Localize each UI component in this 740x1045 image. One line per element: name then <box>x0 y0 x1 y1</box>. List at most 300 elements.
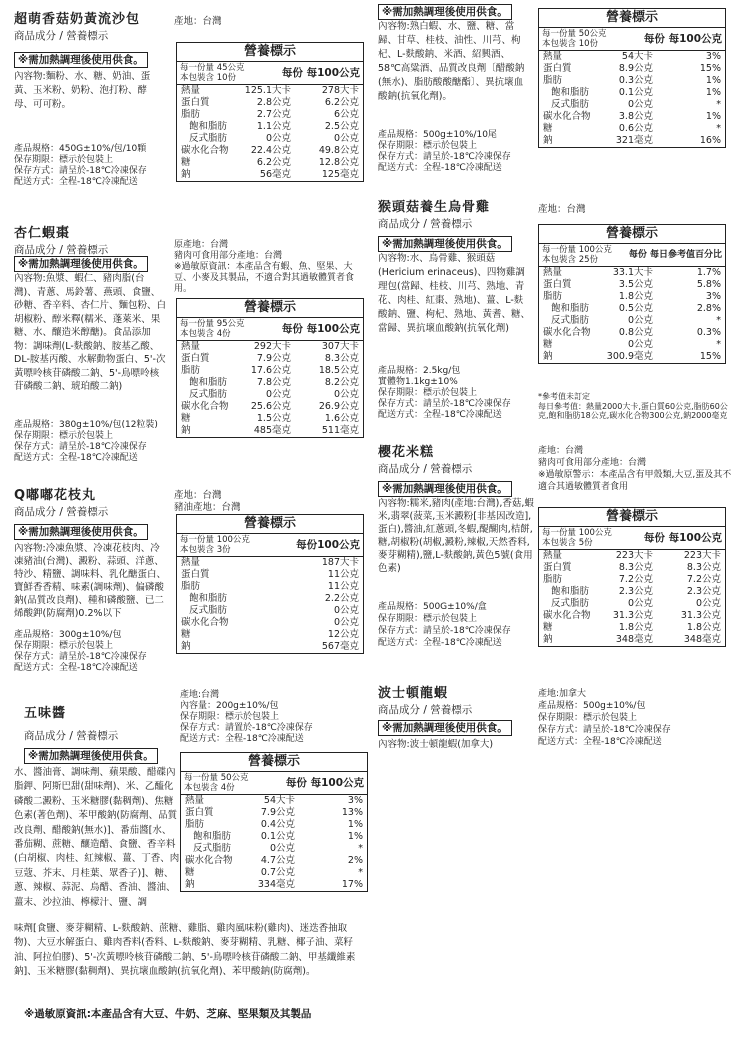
nutrient-label: 鈉 <box>543 135 553 146</box>
nutrition-table <box>176 514 364 654</box>
per-100g-value: 6.2公克 <box>324 97 359 108</box>
per-serving-value: 0.1公克 <box>618 87 653 98</box>
nutrition-row <box>177 425 363 437</box>
per-100g-value: 0公克 <box>695 598 721 609</box>
product-subtitle: 商品成分 / 營養標示 <box>378 218 473 230</box>
origin: 產地：台灣 豬肉可食用部分產地：台灣 ※過敏原警示：本產品含有甲殼類,大豆,蛋及其不適合其過敏體質者食用 <box>538 446 732 492</box>
nutrition-row <box>539 279 725 291</box>
per-serving-value: 56毫克 <box>259 169 291 180</box>
serving-info: 每一份量 100公克 本包裝含 5份 <box>542 528 612 548</box>
per-100g-value: 567毫克 <box>321 641 359 652</box>
product-card-five-flavor-sauce <box>14 690 364 1030</box>
nutrition-row <box>181 831 367 843</box>
per-100g-value: 26.9公克 <box>318 401 359 412</box>
nutrition-row <box>539 123 725 135</box>
nutrient-label: 蛋白質 <box>543 63 572 74</box>
nutrient-label: 飽和脂肪 <box>189 377 228 388</box>
per-serving-value <box>239 557 291 569</box>
nutrition-row <box>177 133 363 145</box>
per-serving-value <box>239 593 291 605</box>
nutrient-label: 熱量 <box>543 51 563 62</box>
nutrition-table <box>538 224 726 364</box>
heat-notice: ※需加熱調理後使用供食。 <box>14 52 148 68</box>
per-serving-value: 0公克 <box>627 315 653 326</box>
ingredients: 內容物:糯米,豬肉(產地:台灣),香菇,蝦米,翡翠(菠菜,玉米澱粉[非基因改造],蛋白),醬油,紅蔥頭,冬蝦,醍醐肉,桔餅,糖,胡椒粉(胡椒,澱粉,辣椒,天然香料,麥芽糊精),鹽,L-麩酸鈉,黃色5號(食用色素) <box>378 498 534 574</box>
per-100g-value: 11公克 <box>327 569 359 580</box>
nutrient-label: 鈉 <box>181 641 191 652</box>
heat-notice: ※需加熱調理後使用供食。 <box>378 236 512 252</box>
nutrition-row <box>539 598 725 610</box>
heat-notice: ※需加熱調理後使用供食。 <box>14 524 148 540</box>
heat-notice: ※需加熱調理後使用供食。 <box>24 748 158 764</box>
nutrition-row <box>539 622 725 634</box>
serving-info: 每一份量 50公克 本包裝含 10份 <box>542 29 607 49</box>
nutrition-rows <box>539 51 725 147</box>
nutrient-label: 糖 <box>181 157 191 168</box>
per-100g-value: 278大卡 <box>321 85 359 96</box>
per-100g-value: 0.3% <box>696 327 721 338</box>
nutrition-row <box>539 586 725 598</box>
product-name: 超萌香菇奶黃流沙包 <box>14 12 141 27</box>
origin: 產地：台灣 <box>538 204 586 215</box>
per-serving-value: 0公克 <box>265 133 291 144</box>
nutrition-row <box>181 807 367 819</box>
per-100g-value: 12公克 <box>327 629 359 640</box>
per-100g-value: 0公克 <box>333 605 359 616</box>
per-serving-value: 2.3公克 <box>618 586 653 597</box>
nutrient-label: 糖 <box>181 413 191 424</box>
product-subtitle: 商品成分 / 營養標示 <box>378 704 473 716</box>
nutrition-row <box>539 351 725 363</box>
nutrient-label: 脂肪 <box>543 75 563 86</box>
per-100g-value: 16% <box>699 135 721 146</box>
nutrient-label: 熱量 <box>543 267 563 278</box>
per-100g-value: 2.3公克 <box>686 586 721 597</box>
per-serving-value: 33.1大卡 <box>612 267 653 278</box>
nutrition-rows <box>539 267 725 363</box>
nutrition-row <box>539 99 725 111</box>
nutrition-row <box>539 87 725 99</box>
per-serving-value: 223大卡 <box>615 550 653 561</box>
product-card-monkey-head-chicken <box>378 200 733 435</box>
nutrition-row <box>539 327 725 339</box>
per-serving-value: 0.8公克 <box>618 327 653 338</box>
nutrition-row <box>177 641 363 653</box>
per-100g-value: 2.8% <box>696 303 721 314</box>
nutrient-label: 反式脂肪 <box>189 133 228 144</box>
nutrition-table <box>538 507 726 647</box>
nutrition-row <box>539 339 725 351</box>
per-serving-value: 4.7公克 <box>260 855 295 866</box>
nutrition-row <box>177 365 363 377</box>
ingredients: 內容物:冷凍魚漿、冷凍花枝肉、冷凍豬油(台灣)、澱粉、蒜頭、洋蔥、特沙、精鹽、調味料、乳化醣蛋白、寶鮮香香精、味素(調味劑)、偏磷酸鈉(品質改良劑)、種和磷酸鹽、已二烯酸鉀(防腐劑)0.2%以下 <box>14 543 167 619</box>
nutrition-row <box>181 855 367 867</box>
per-100g-value: 12.8公克 <box>318 157 359 168</box>
nutrition-row <box>177 605 363 617</box>
nutrient-label: 鈉 <box>181 425 191 436</box>
nutrition-header: 營養標示 <box>539 9 725 28</box>
nutrient-label: 鈉 <box>181 169 191 180</box>
nutrient-label: 反式脂肪 <box>189 389 228 400</box>
product-name: 五味醬 <box>24 706 67 721</box>
per-serving-value: 25.6公克 <box>250 401 291 412</box>
nutrition-row <box>177 617 363 629</box>
per-100g-value: 0公克 <box>333 133 359 144</box>
per-serving-value: 1.8公克 <box>618 291 653 302</box>
product-card-sakura-rice-cake <box>378 445 733 670</box>
per-serving-value <box>239 641 291 653</box>
nutrient-label: 熱量 <box>181 341 201 352</box>
per-serving-value: 2.7公克 <box>256 109 291 120</box>
per-100g-value: 3% <box>347 795 363 806</box>
nutrition-table <box>176 42 364 182</box>
per-100g-value: * <box>716 315 721 326</box>
per-100g-value: 2% <box>347 855 363 866</box>
ingredients: 內容物:魚漿、蝦仁、豬肉脂(台灣)、青蔥、馬鈴薯、燕頭、食鹽、砂糖、香辛料、杏仁片、麵包粉、白胡椒粉、醇米釋(糯米、蓬萊米、果糖、水、釀造米醇醣)。食品添加物：調味劑(L-麩酸鈉、胺基乙酸、DL-胺基丙酸、水解動物蛋白、5'-次黃嘌呤核苷磷酸二鈉、5'-鳥嘌呤核苷磷酸二鈉、琥珀酸二鈉) <box>14 273 167 392</box>
nutrition-row <box>539 315 725 327</box>
nutrient-label: 蛋白質 <box>185 807 214 818</box>
nutrition-row <box>177 593 363 605</box>
column-label: 每份 每日參考值百分比 <box>628 250 722 260</box>
nutrient-label: 脂肪 <box>181 365 201 376</box>
nutrition-row <box>177 557 363 569</box>
nutrient-label: 蛋白質 <box>543 562 572 573</box>
nutrition-row <box>539 75 725 87</box>
heat-notice: ※需加熱調理後使用供食。 <box>14 256 148 272</box>
nutrition-rows <box>181 795 367 891</box>
product-name: 杏仁蝦棗 <box>14 226 71 241</box>
nutrient-label: 反式脂肪 <box>193 843 232 854</box>
per-100g-value: 1% <box>705 111 721 122</box>
nutrient-label: 飽和脂肪 <box>189 593 228 604</box>
per-100g-value: 18.5公克 <box>318 365 359 376</box>
nutrition-row <box>539 63 725 75</box>
nutrition-row <box>177 629 363 641</box>
nutrient-label: 鈉 <box>185 879 195 890</box>
nutrition-header: 營養標示 <box>539 225 725 244</box>
per-100g-value: 3% <box>705 51 721 62</box>
per-serving-value <box>239 617 291 629</box>
per-serving-value: 8.9公克 <box>618 63 653 74</box>
per-100g-value: 31.3公克 <box>680 610 721 621</box>
ingredients: 內容物:麵粉、水、糖、奶油、蛋黃、玉米粉、奶粉、泡打粉、酵母、可可粉。 <box>14 71 151 110</box>
per-serving-value: 0.1公克 <box>260 831 295 842</box>
per-serving-value: 1.5公克 <box>256 413 291 424</box>
spec-info: 產品規格：380g±10%/包(12粒裝) 保存期限：標示於包裝上 保存方式：請呈於-18℃冷凍保存 配送方式：全程-18℃冷凍配送 <box>14 420 158 463</box>
nutrition-row <box>177 569 363 581</box>
nutrient-label: 碳水化合物 <box>181 145 229 156</box>
per-100g-value: 8.2公克 <box>324 377 359 388</box>
per-serving-value: 1.8公克 <box>618 622 653 633</box>
ingredients: 水、醬油膏、調味劑、蘋果酸、醋碟內脂鉀、阿斯巴甜(甜味劑)、米、乙醯化磷酸二澱粉、玉米糖膠(黏稠劑)、焦糖色素(著色劑)、苯甲酸鈉(防腐劑、品質改良劑、醋酸鈉(無水)]、番茄醬[水、番茄糊、蔗糖、釀造醋、食鹽、香辛料(白胡椒、肉桂、紅辣椒、薑、丁香、肉豆蔻、芥末、月桂葉、眾香子)]、糖、蔥、辣椒、蒜泥、烏醋、香油、醬油、薑末、沙拉油、檸檬汁、鹽、調 <box>14 767 180 908</box>
per-serving-value <box>239 581 291 593</box>
nutrition-row <box>539 634 725 646</box>
ingredients: 內容物:熟白蝦、水、鹽、糖、當歸、甘草、桂枝、油性、川芎、枸杞、L-麩酸鈉、米酒、紹興酒、58℃高粱酒、品質改良劑〔醋酸鈉(無水)、脂肪酸酸醣酯〕、異抗壞血酸鈉(抗氧化劑)。 <box>378 21 525 102</box>
column-label: 每份 每100公克 <box>281 323 360 335</box>
origin: 產地：台灣 <box>174 16 222 27</box>
nutrient-label: 飽和脂肪 <box>193 831 232 842</box>
nutrient-label: 蛋白質 <box>181 353 210 364</box>
nutrition-table <box>176 298 364 438</box>
nutrition-row <box>539 291 725 303</box>
nutrient-label: 反式脂肪 <box>189 605 228 616</box>
nutrient-label: 脂肪 <box>185 819 205 830</box>
nutrition-row <box>177 389 363 401</box>
nutrient-label: 鈉 <box>543 634 553 645</box>
nutrition-row <box>539 550 725 562</box>
per-100g-value: 1.6公克 <box>324 413 359 424</box>
product-card-boston-lobster <box>378 686 733 766</box>
nutrient-label: 飽和脂肪 <box>551 87 590 98</box>
product-subtitle: 商品成分 / 營養標示 <box>14 30 109 42</box>
column-label: 每份 每100公克 <box>285 777 364 789</box>
nutrition-row <box>177 581 363 593</box>
per-100g-value: 17% <box>341 879 363 890</box>
per-100g-value: 1% <box>347 831 363 842</box>
spec-info: 產品規格：300g±10%/包 保存期限：標示於包裝上 保存方式：請呈於-18℃冷凍保存 配送方式：全程-18℃冷凍配送 <box>14 630 147 673</box>
per-100g-value: * <box>716 339 721 350</box>
per-serving-value <box>239 629 291 641</box>
per-100g-value: 13% <box>341 807 363 818</box>
product-card-shrimp <box>378 4 733 194</box>
nutrition-row <box>181 795 367 807</box>
nutrient-label: 蛋白質 <box>181 569 210 580</box>
per-100g-value: 49.8公克 <box>318 145 359 156</box>
nutrient-label: 飽和脂肪 <box>551 303 590 314</box>
per-100g-value: 348毫克 <box>683 634 721 645</box>
nutrient-label: 熱量 <box>185 795 205 806</box>
product-subtitle: 商品成分 / 營養標示 <box>378 463 473 475</box>
per-serving-value: 2.8公克 <box>256 97 291 108</box>
nutrient-label: 飽和脂肪 <box>551 586 590 597</box>
column-label: 每份 每100公克 <box>643 532 722 544</box>
per-100g-value: 1.8公克 <box>686 622 721 633</box>
nutrition-row <box>177 97 363 109</box>
heat-notice: ※需加熱調理後使用供食。 <box>378 720 512 736</box>
per-serving-value: 0公克 <box>269 843 295 854</box>
serving-info: 每一份量 50公克 本包裝含 4份 <box>184 773 249 793</box>
nutrient-label: 蛋白質 <box>181 97 210 108</box>
nutrient-label: 熱量 <box>543 550 563 561</box>
nutrient-label: 脂肪 <box>181 109 201 120</box>
nutrition-row <box>539 574 725 586</box>
per-serving-value: 8.3公克 <box>618 562 653 573</box>
ingredients: 內容物:水、烏骨雞、猴頭菇(Hericium erinaceus)、四物雞調理包(當歸、桂枝、川芎、熟地、青花、肉桂、紅棗、熟地)、薑、L-麩酸鈉、鹽、枸杞、熟地、黃耆、糖、當歸、異抗壞血酸鈉(抗氧化劑) <box>378 253 531 334</box>
per-100g-value: 1.7% <box>696 267 721 278</box>
per-serving-value <box>239 569 291 581</box>
per-100g-value: 3% <box>705 291 721 302</box>
nutrition-row <box>177 109 363 121</box>
nutrient-label: 脂肪 <box>181 581 201 592</box>
nutrition-header: 營養標示 <box>177 515 363 534</box>
per-100g-value: 1% <box>705 87 721 98</box>
product-card-custard-bun <box>14 12 364 202</box>
nutrition-row <box>177 145 363 157</box>
per-serving-value: 3.8公克 <box>618 111 653 122</box>
per-100g-value: 8.3公克 <box>324 353 359 364</box>
per-serving-value: 0公克 <box>627 99 653 110</box>
column-label: 每份100公克 <box>296 539 360 551</box>
nutrient-label: 鈉 <box>543 351 553 362</box>
product-card-almond-shrimp <box>14 226 364 476</box>
spec-info: 產品規格：450G±10%/包/10顆 保存期限：標示於包裝上 保存方式：請呈於-18℃冷凍保存 配送方式：全程-18℃冷凍配送 <box>14 144 147 187</box>
nutrition-row <box>177 121 363 133</box>
per-serving-value: 0公克 <box>627 339 653 350</box>
nutrition-row <box>181 879 367 891</box>
per-100g-value: 15% <box>699 351 721 362</box>
nutrient-label: 糖 <box>543 622 553 633</box>
serving-info: 每一份量 95公克 本包裝含 4份 <box>180 319 245 339</box>
per-serving-value: 321毫克 <box>615 135 653 146</box>
nutrition-row <box>539 562 725 574</box>
per-serving-value: 0公克 <box>627 598 653 609</box>
per-100g-value: 8.3公克 <box>686 562 721 573</box>
per-100g-value: 15% <box>699 63 721 74</box>
per-100g-value: 11公克 <box>327 581 359 592</box>
product-name: Q嘟嘟花枝丸 <box>14 488 97 503</box>
spec-info: 產地:台灣 內容量：200g±10%/包 保存期限：標示於包裝上 保存方式：請置於-18℃冷凍保存 配送方式：全程-18℃冷凍配送 <box>180 690 313 744</box>
per-100g-value: 6公克 <box>333 109 359 120</box>
nutrient-label: 脂肪 <box>543 574 563 585</box>
per-serving-value: 1.1公克 <box>256 121 291 132</box>
per-serving-value: 0.7公克 <box>260 867 295 878</box>
nutrient-label: 脂肪 <box>543 291 563 302</box>
nutrition-row <box>177 353 363 365</box>
per-serving-value: 17.6公克 <box>250 365 291 376</box>
per-serving-value: 7.9公克 <box>256 353 291 364</box>
ingredients: 內容物:波士頓龍蝦(加拿大) <box>378 739 494 750</box>
per-100g-value: 1% <box>347 819 363 830</box>
nutrient-label: 碳水化合物 <box>543 111 591 122</box>
serving-info: 每一份量 45公克 本包裝含 10份 <box>180 63 245 83</box>
per-100g-value: 1% <box>705 75 721 86</box>
per-100g-value: 307大卡 <box>321 341 359 352</box>
per-serving-value: 0.4公克 <box>260 819 295 830</box>
nutrient-label: 飽和脂肪 <box>189 121 228 132</box>
nutrient-label: 熱量 <box>181 557 201 568</box>
per-serving-value: 22.4公克 <box>250 145 291 156</box>
per-serving-value: 300.9毫克 <box>606 351 653 362</box>
serving-info: 每一份量 100公克 本包裝含 3份 <box>180 535 250 555</box>
nutrition-row <box>177 169 363 181</box>
per-100g-value: * <box>358 843 363 854</box>
heat-notice: ※需加熱調理後使用供食。 <box>378 4 512 20</box>
nutrition-row <box>539 111 725 123</box>
product-name: 猴頭菇養生烏骨雞 <box>378 200 491 215</box>
nutrition-row <box>539 51 725 63</box>
nutrient-label: 反式脂肪 <box>551 598 590 609</box>
spec-info: 產品規格：500G±10%/盒 保存期限：標示於包裝上 保存方式：請呈於-18℃冷凍保存 配送方式：全程-18℃冷凍配送 <box>378 602 511 648</box>
heat-notice: ※需加熱調理後使用供食。 <box>378 481 512 497</box>
nutrient-label: 碳水化合物 <box>543 610 591 621</box>
per-serving-value <box>239 605 291 617</box>
product-subtitle: 商品成分 / 營養標示 <box>14 506 109 518</box>
per-100g-value: 0公克 <box>333 389 359 400</box>
nutrient-label: 糖 <box>543 123 553 134</box>
product-subtitle: 商品成分 / 營養標示 <box>24 730 119 742</box>
nutrition-row <box>181 867 367 879</box>
nutrition-rows <box>177 557 363 653</box>
nutrient-label: 熱量 <box>181 85 201 96</box>
per-100g-value: 7.2公克 <box>686 574 721 585</box>
per-100g-value: 2.5公克 <box>324 121 359 132</box>
per-serving-value: 31.3公克 <box>612 610 653 621</box>
per-100g-value: 5.8% <box>696 279 721 290</box>
product-name: 櫻花米糕 <box>378 445 435 460</box>
per-serving-value: 54大卡 <box>621 51 653 62</box>
nutrition-rows <box>177 341 363 437</box>
nutrition-row <box>177 341 363 353</box>
allergen-info: ※過敏原資訊:本產品含有大豆、牛奶、芝麻、堅果類及其製品 <box>24 1008 312 1020</box>
nutrition-header: 營養標示 <box>177 299 363 318</box>
per-100g-value: * <box>358 867 363 878</box>
nutrient-label: 碳水化合物 <box>181 617 229 628</box>
nutrition-header: 營養標示 <box>177 43 363 62</box>
per-serving-value: 0.3公克 <box>618 75 653 86</box>
nutrition-row <box>181 819 367 831</box>
nutrition-row <box>539 135 725 147</box>
nutrition-row <box>177 377 363 389</box>
nutrient-label: 糖 <box>185 867 195 878</box>
per-100g-value: 223大卡 <box>683 550 721 561</box>
per-100g-value: * <box>716 99 721 110</box>
per-serving-value: 7.2公克 <box>618 574 653 585</box>
per-serving-value: 0.6公克 <box>618 123 653 134</box>
origin: 產地：台灣 豬油產地：台灣 <box>174 490 241 513</box>
spec-info: 產品規格：500g±10%/10尾 保存期限：標示於包裝上 保存方式：請呈於-18℃冷凍保存 配送方式：全程-18℃冷凍配送 <box>378 130 511 173</box>
per-serving-value: 3.5公克 <box>618 279 653 290</box>
nutrition-row <box>181 843 367 855</box>
nutrient-label: 反式脂肪 <box>551 315 590 326</box>
per-serving-value: 292大卡 <box>253 341 291 352</box>
nutrient-label: 碳水化合物 <box>181 401 229 412</box>
product-subtitle: 商品成分 / 營養標示 <box>14 244 109 256</box>
nutrition-row <box>177 413 363 425</box>
per-serving-value: 334毫克 <box>257 879 295 890</box>
origin: 原產地：台灣 豬肉可食用部分產地：台灣 ※過敏原資訊：本產品含有蝦、魚、堅果、大豆、小麥及其製品，不適合對其過敏體質者食用。 <box>174 240 355 294</box>
spec-info: 產品規格：2.5kg/包 實體物1.1kg±10% 保存期限：標示於包裝上 保存方式：請呈於-18℃冷凍保存 配送方式：全程-18℃冷凍配送 <box>378 366 511 420</box>
nutrition-row <box>539 610 725 622</box>
nutrient-label: 蛋白質 <box>543 279 572 290</box>
nutrition-footnote: *參考值未訂定 每日參考值：熱量2000大卡,蛋白質60公克,脂肪60公克,飽和脂肪18公克,碳水化合物300公克,鈉2000毫克 <box>538 392 728 420</box>
nutrition-row <box>177 401 363 413</box>
nutrient-label: 反式脂肪 <box>551 99 590 110</box>
per-100g-value: 511毫克 <box>321 425 359 436</box>
product-name: 波士頓龍蝦 <box>378 686 449 701</box>
ingredients-continued: 味劑[食鹽、麥芽糊精、L-麩酸鈉、蔗糖、雞脂、雞肉風味粉(雞肉)、迷迭香抽取物)、大豆水解蛋白、雞肉香料(香料、L-麩酸鈉、麥芽糊精、乳糖、椰子油、菜籽油、阿拉伯膠)、5'-次黃嘌呤核苷磷酸二鈉、5'-鳥嘌呤核苷磷酸二鈉、甲基纖維素鈉]、玉米糖膠(黏稠劑)、異抗壞血酸鈉(抗氧化劑)、苯甲酸鈉(防腐劑)。 <box>14 923 356 978</box>
per-100g-value: 187大卡 <box>321 557 359 568</box>
per-serving-value: 0.5公克 <box>618 303 653 314</box>
per-serving-value: 125.1大卡 <box>244 85 291 96</box>
per-serving-value: 7.8公克 <box>256 377 291 388</box>
nutrition-row <box>539 267 725 279</box>
nutrition-table <box>538 8 726 148</box>
nutrition-row <box>177 157 363 169</box>
nutrition-row <box>177 85 363 97</box>
per-serving-value: 485毫克 <box>253 425 291 436</box>
nutrient-label: 碳水化合物 <box>185 855 233 866</box>
column-label: 每份 每100公克 <box>281 67 360 79</box>
nutrient-label: 糖 <box>181 629 191 640</box>
nutrition-header: 營養標示 <box>539 508 725 527</box>
per-100g-value: * <box>716 123 721 134</box>
nutrition-rows <box>177 85 363 181</box>
per-100g-value: 125毫克 <box>321 169 359 180</box>
nutrition-header: 營養標示 <box>181 753 367 772</box>
per-serving-value: 54大卡 <box>263 795 295 806</box>
nutrition-table <box>180 752 368 892</box>
per-serving-value: 7.9公克 <box>260 807 295 818</box>
